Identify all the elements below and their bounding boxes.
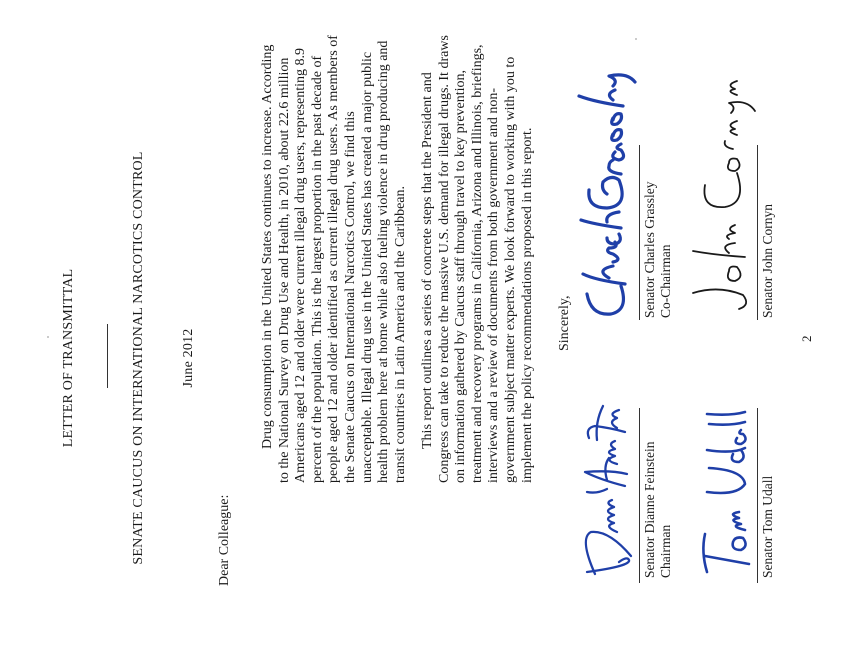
closing: Sincerely, bbox=[557, 295, 572, 351]
feinstein-signature bbox=[573, 403, 643, 578]
cornyn-signature-line bbox=[757, 145, 758, 320]
cornyn-name: Senator John Cornyn bbox=[760, 204, 775, 318]
feinstein-name: Senator Dianne Feinstein bbox=[642, 441, 657, 578]
udall-name: Senator Tom Udall bbox=[760, 475, 775, 578]
heading-divider bbox=[107, 324, 108, 388]
salutation: Dear Colleague: bbox=[217, 494, 232, 586]
scan-speck bbox=[47, 336, 49, 338]
cornyn-signature bbox=[685, 38, 760, 313]
page-number: 2 bbox=[799, 335, 814, 342]
scan-speck bbox=[635, 38, 637, 40]
grassley-name: Senator Charles Grassley bbox=[642, 181, 657, 318]
letter-heading: LETTER OF TRANSMITTAL bbox=[61, 268, 76, 448]
paragraph-1: Drug consumption in the United States continues to increase. According to the National Survey on Drug Use and Health, in 2010, about 22.6 million Americans aged 12 and older were current illegal drug users, representing 8.9 percent of the population. This is the largest proportion in the past decade of people aged 12 and older identified as current illegal drug users. As members of the Senate Caucus on International Narcotics Control, we find this unacceptable. Illegal drug use in the United States has created a major public health problem here at home while also fueling violence in drug producing and transit countries in Latin America and the Caribbean. bbox=[260, 35, 408, 483]
feinstein-title: Chairman bbox=[658, 524, 673, 578]
grassley-signature bbox=[567, 30, 645, 320]
feinstein-block bbox=[642, 442, 674, 578]
caucus-name: SENATE CAUCUS ON INTERNATIONAL NARCOTICS CONTROL bbox=[131, 151, 146, 565]
grassley-signature-line bbox=[639, 145, 640, 320]
udall-signature-line bbox=[757, 408, 758, 583]
letter-page bbox=[25, 18, 825, 638]
grassley-block bbox=[642, 182, 674, 318]
udall-signature bbox=[693, 403, 755, 578]
letter-date: June 2012 bbox=[181, 328, 196, 388]
udall-block bbox=[760, 476, 776, 578]
feinstein-signature-line bbox=[639, 408, 640, 583]
grassley-title: Co-Chairman bbox=[658, 244, 673, 318]
paragraph-2: This report outlines a series of concrete steps that the President and Congress can take to reduce the massive U.S. demand for illegal drugs. It draws on information gathered by Caucus staff through travel to key prevention, treatment and recovery programs in California, Arizona and Illinois, briefings, interviews and a review of documents from both government and non-government subject matter experts. We look forward to working with you to implement the policy recommendations proposed in this report. bbox=[420, 35, 535, 483]
cornyn-block bbox=[760, 204, 776, 318]
